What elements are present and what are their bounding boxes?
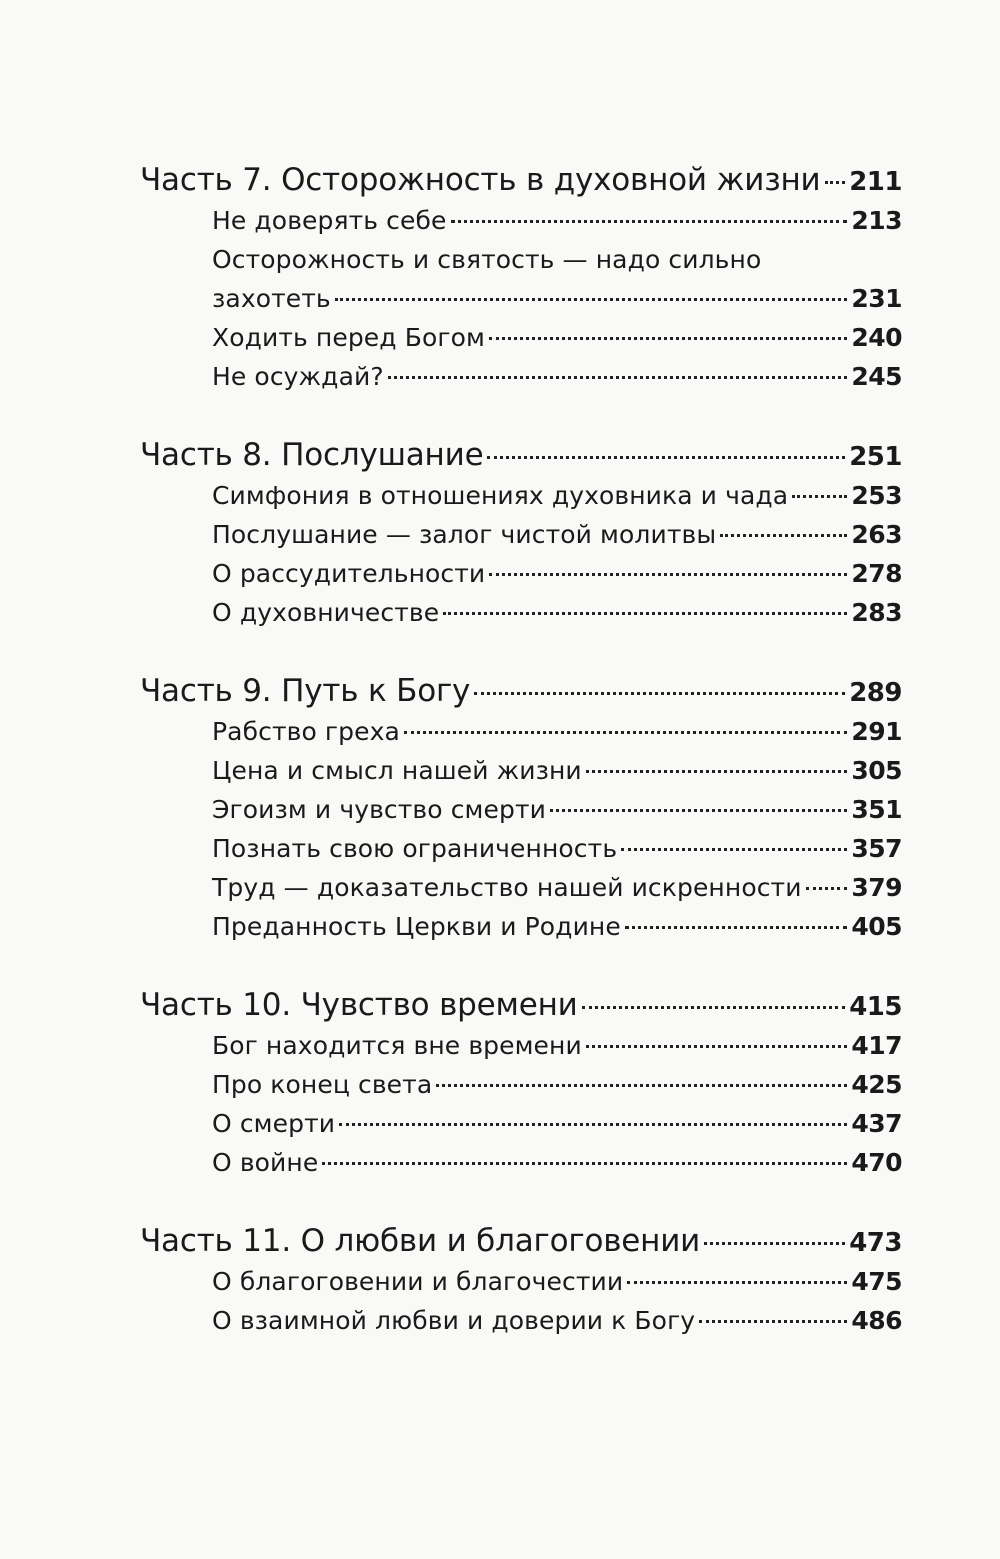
page-number: 415 xyxy=(849,992,902,1022)
dot-leader xyxy=(335,298,848,301)
dot-leader xyxy=(792,495,847,498)
page-number: 283 xyxy=(851,598,902,627)
toc-entry[interactable] xyxy=(140,1109,902,1148)
page-number: 470 xyxy=(851,1148,902,1177)
page-number: 425 xyxy=(851,1070,902,1099)
page-number: 357 xyxy=(851,834,902,863)
toc-entry[interactable] xyxy=(140,206,902,245)
entry-title: Цена и смысл нашей жизни xyxy=(212,756,582,785)
toc-part-heading[interactable] xyxy=(140,437,902,481)
dot-leader xyxy=(489,337,847,340)
toc-entry[interactable] xyxy=(140,795,902,834)
dot-leader xyxy=(550,809,847,812)
part-title: Часть 8. Послушание xyxy=(140,437,484,473)
toc-entry[interactable] xyxy=(140,323,902,362)
entry-title: О войне xyxy=(212,1148,319,1177)
entry-title: Ходить перед Богом xyxy=(212,323,485,352)
page-number: 486 xyxy=(851,1306,902,1335)
toc-entry[interactable] xyxy=(140,598,902,637)
page-number: 211 xyxy=(849,167,902,197)
toc-entry[interactable] xyxy=(140,1306,902,1345)
dot-leader xyxy=(586,1045,847,1048)
page-number: 291 xyxy=(851,717,902,746)
dot-leader xyxy=(806,887,848,890)
page-number: 475 xyxy=(851,1267,902,1296)
entry-title-line1: Осторожность и святость — надо сильно xyxy=(212,245,762,274)
toc-part-9 xyxy=(140,673,902,951)
toc-part-10 xyxy=(140,987,902,1187)
toc-part-heading[interactable] xyxy=(140,162,902,206)
entry-title: О духовничестве xyxy=(212,598,440,627)
dot-leader xyxy=(339,1123,847,1126)
dot-leader xyxy=(451,220,848,223)
toc-entry[interactable] xyxy=(140,481,902,520)
toc-part-11 xyxy=(140,1223,902,1345)
entry-title: Послушание — залог чистой молитвы xyxy=(212,520,717,549)
page-number: 278 xyxy=(851,559,902,588)
toc-part-8 xyxy=(140,437,902,637)
entry-title: О смерти xyxy=(212,1109,336,1138)
dot-leader xyxy=(621,848,847,851)
page-number: 251 xyxy=(849,442,902,472)
toc-entry[interactable] xyxy=(140,1148,902,1187)
page-number: 417 xyxy=(851,1031,902,1060)
toc-entry[interactable] xyxy=(140,284,902,323)
toc-entry[interactable] xyxy=(140,1070,902,1109)
entry-title: Бог находится вне времени xyxy=(212,1031,582,1060)
page-number: 240 xyxy=(851,323,902,352)
toc-entry[interactable] xyxy=(140,912,902,951)
page-number: 253 xyxy=(851,481,902,510)
page-number: 231 xyxy=(851,284,902,313)
entry-title: Преданность Церкви и Родине xyxy=(212,912,621,941)
entry-title: захотеть xyxy=(212,284,331,313)
dot-leader xyxy=(720,534,847,537)
page-number: 263 xyxy=(851,520,902,549)
entry-title: Эгоизм и чувство смерти xyxy=(212,795,546,824)
entry-title: Познать свою ограниченность xyxy=(212,834,618,863)
part-title: Часть 9. Путь к Богу xyxy=(140,673,471,709)
dot-leader xyxy=(489,573,847,576)
dot-leader xyxy=(443,612,847,615)
dot-leader xyxy=(825,181,846,184)
dot-leader xyxy=(404,731,847,734)
entry-title: Про конец света xyxy=(212,1070,433,1099)
part-title: Часть 10. Чувство времени xyxy=(140,987,578,1023)
toc-part-heading[interactable] xyxy=(140,1223,902,1267)
dot-leader xyxy=(582,1006,846,1009)
page-number: 379 xyxy=(851,873,902,902)
page-number: 473 xyxy=(849,1228,902,1258)
page-number: 213 xyxy=(851,206,902,235)
toc-entry[interactable] xyxy=(140,520,902,559)
dot-leader xyxy=(487,456,845,459)
page-number: 245 xyxy=(851,362,902,391)
entry-title: Не доверять себе xyxy=(212,206,447,235)
dot-leader xyxy=(625,926,847,929)
page-number: 305 xyxy=(851,756,902,785)
table-of-contents xyxy=(140,162,902,1381)
entry-title: Симфония в отношениях духовника и чада xyxy=(212,481,789,510)
page-number: 437 xyxy=(851,1109,902,1138)
toc-entry[interactable] xyxy=(140,1031,902,1070)
toc-part-7 xyxy=(140,162,902,401)
entry-title: О взаимной любви и доверии к Богу xyxy=(212,1306,696,1335)
toc-entry[interactable] xyxy=(140,559,902,598)
page-number: 289 xyxy=(849,678,902,708)
entry-title: О рассудительности xyxy=(212,559,486,588)
entry-title: Не осуждай? xyxy=(212,362,384,391)
toc-entry[interactable] xyxy=(140,873,902,912)
dot-leader xyxy=(388,376,848,379)
toc-entry[interactable] xyxy=(140,362,902,401)
page-number: 351 xyxy=(851,795,902,824)
toc-entry[interactable] xyxy=(140,1267,902,1306)
part-title: Часть 7. Осторожность в духовной жизни xyxy=(140,162,821,198)
toc-entry[interactable] xyxy=(140,756,902,795)
dot-leader xyxy=(699,1320,847,1323)
toc-part-heading[interactable] xyxy=(140,673,902,717)
entry-title: Рабство греха xyxy=(212,717,400,746)
toc-entry-wrapped-line[interactable] xyxy=(140,245,902,284)
dot-leader xyxy=(474,692,845,695)
toc-entry[interactable] xyxy=(140,834,902,873)
dot-leader xyxy=(322,1162,847,1165)
toc-part-heading[interactable] xyxy=(140,987,902,1031)
dot-leader xyxy=(704,1242,845,1245)
entry-title: О благоговении и благочестии xyxy=(212,1267,624,1296)
dot-leader xyxy=(627,1281,847,1284)
page-number: 405 xyxy=(851,912,902,941)
entry-title: Труд — доказательство нашей искренности xyxy=(212,873,802,902)
dot-leader xyxy=(436,1084,847,1087)
toc-entry[interactable] xyxy=(140,717,902,756)
dot-leader xyxy=(586,770,848,773)
part-title: Часть 11. О любви и благоговении xyxy=(140,1223,701,1259)
